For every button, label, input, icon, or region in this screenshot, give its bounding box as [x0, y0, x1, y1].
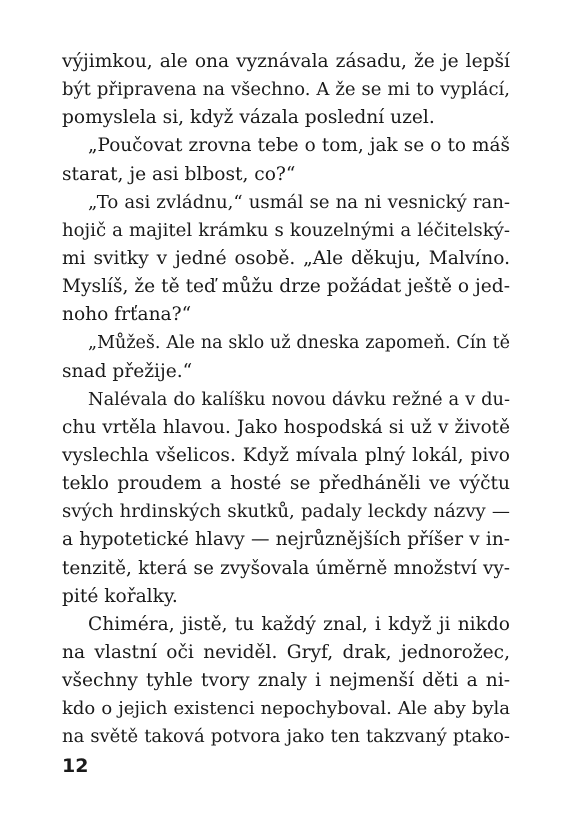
text-line: Chiméra, jistě, tu každý znal, i když ji nikdo [88, 613, 510, 635]
text-line: výjimkou, ale ona vyznávala zásadu, že je lepší [62, 51, 510, 72]
text-line: Myslíš, že tě teď můžu drze požádat ještě o jed- [62, 276, 510, 298]
text-line: hojič a majitel krámku s kouzelnými a léčitelský- [62, 219, 510, 241]
text-line: kdo o jejich existenci nepochyboval. Ale aby byla [62, 698, 510, 720]
text-line: „Můžeš. Ale na sklo už dneska zapomeň. Cín tě [88, 333, 510, 354]
text-line: snad přežije.“ [62, 360, 193, 382]
text-line: na vlastní oči neviděl. Gryf, drak, jednorožec, [62, 641, 510, 663]
text-line: všechny tyhle tvory znaly i nejmenší děti a ni- [62, 670, 510, 692]
text-line: být připravena na všechno. A že se mi to vyplácí, [62, 79, 510, 101]
body-text [62, 48, 510, 752]
text-line: tenzitě, která se zvyšovala úměrně množství vy- [62, 557, 510, 579]
text-line: teklo proudem a hosté se předháněli ve výčtu [62, 473, 510, 495]
text-line: na světě taková potvora jako ten takzvaný ptako- [62, 726, 510, 748]
text-line: a hypotetické hlavy — nejrůznějších příšer v in- [62, 529, 510, 551]
text-line: chu vrtěla hlavou. Jako hospodská si už v životě [62, 416, 510, 438]
text-line: vyslechla všelicos. Když mívala plný lokál, pivo [62, 444, 510, 466]
text-line: pité kořalky. [62, 585, 178, 607]
text-line: noho frťana?“ [62, 304, 192, 326]
text-line: „Poučovat zrovna tebe o tom, jak se o to máš [88, 135, 510, 157]
text-line: svých hrdinských skutků, padaly leckdy názvy — [62, 501, 510, 523]
page-number: 12 [62, 755, 89, 777]
text-line: pomyslela si, když vázala poslední uzel. [62, 107, 435, 129]
text-line: mi svitky v jedné osobě. „Ale děkuju, Malvíno. [62, 247, 510, 269]
text-line: starat, je asi blbost, co?“ [62, 163, 296, 185]
text-line: Nalévala do kalíšku novou dávku režné a v du- [88, 388, 510, 410]
text-line: „To asi zvládnu,“ usmál se na ni vesnický ran- [88, 191, 510, 213]
